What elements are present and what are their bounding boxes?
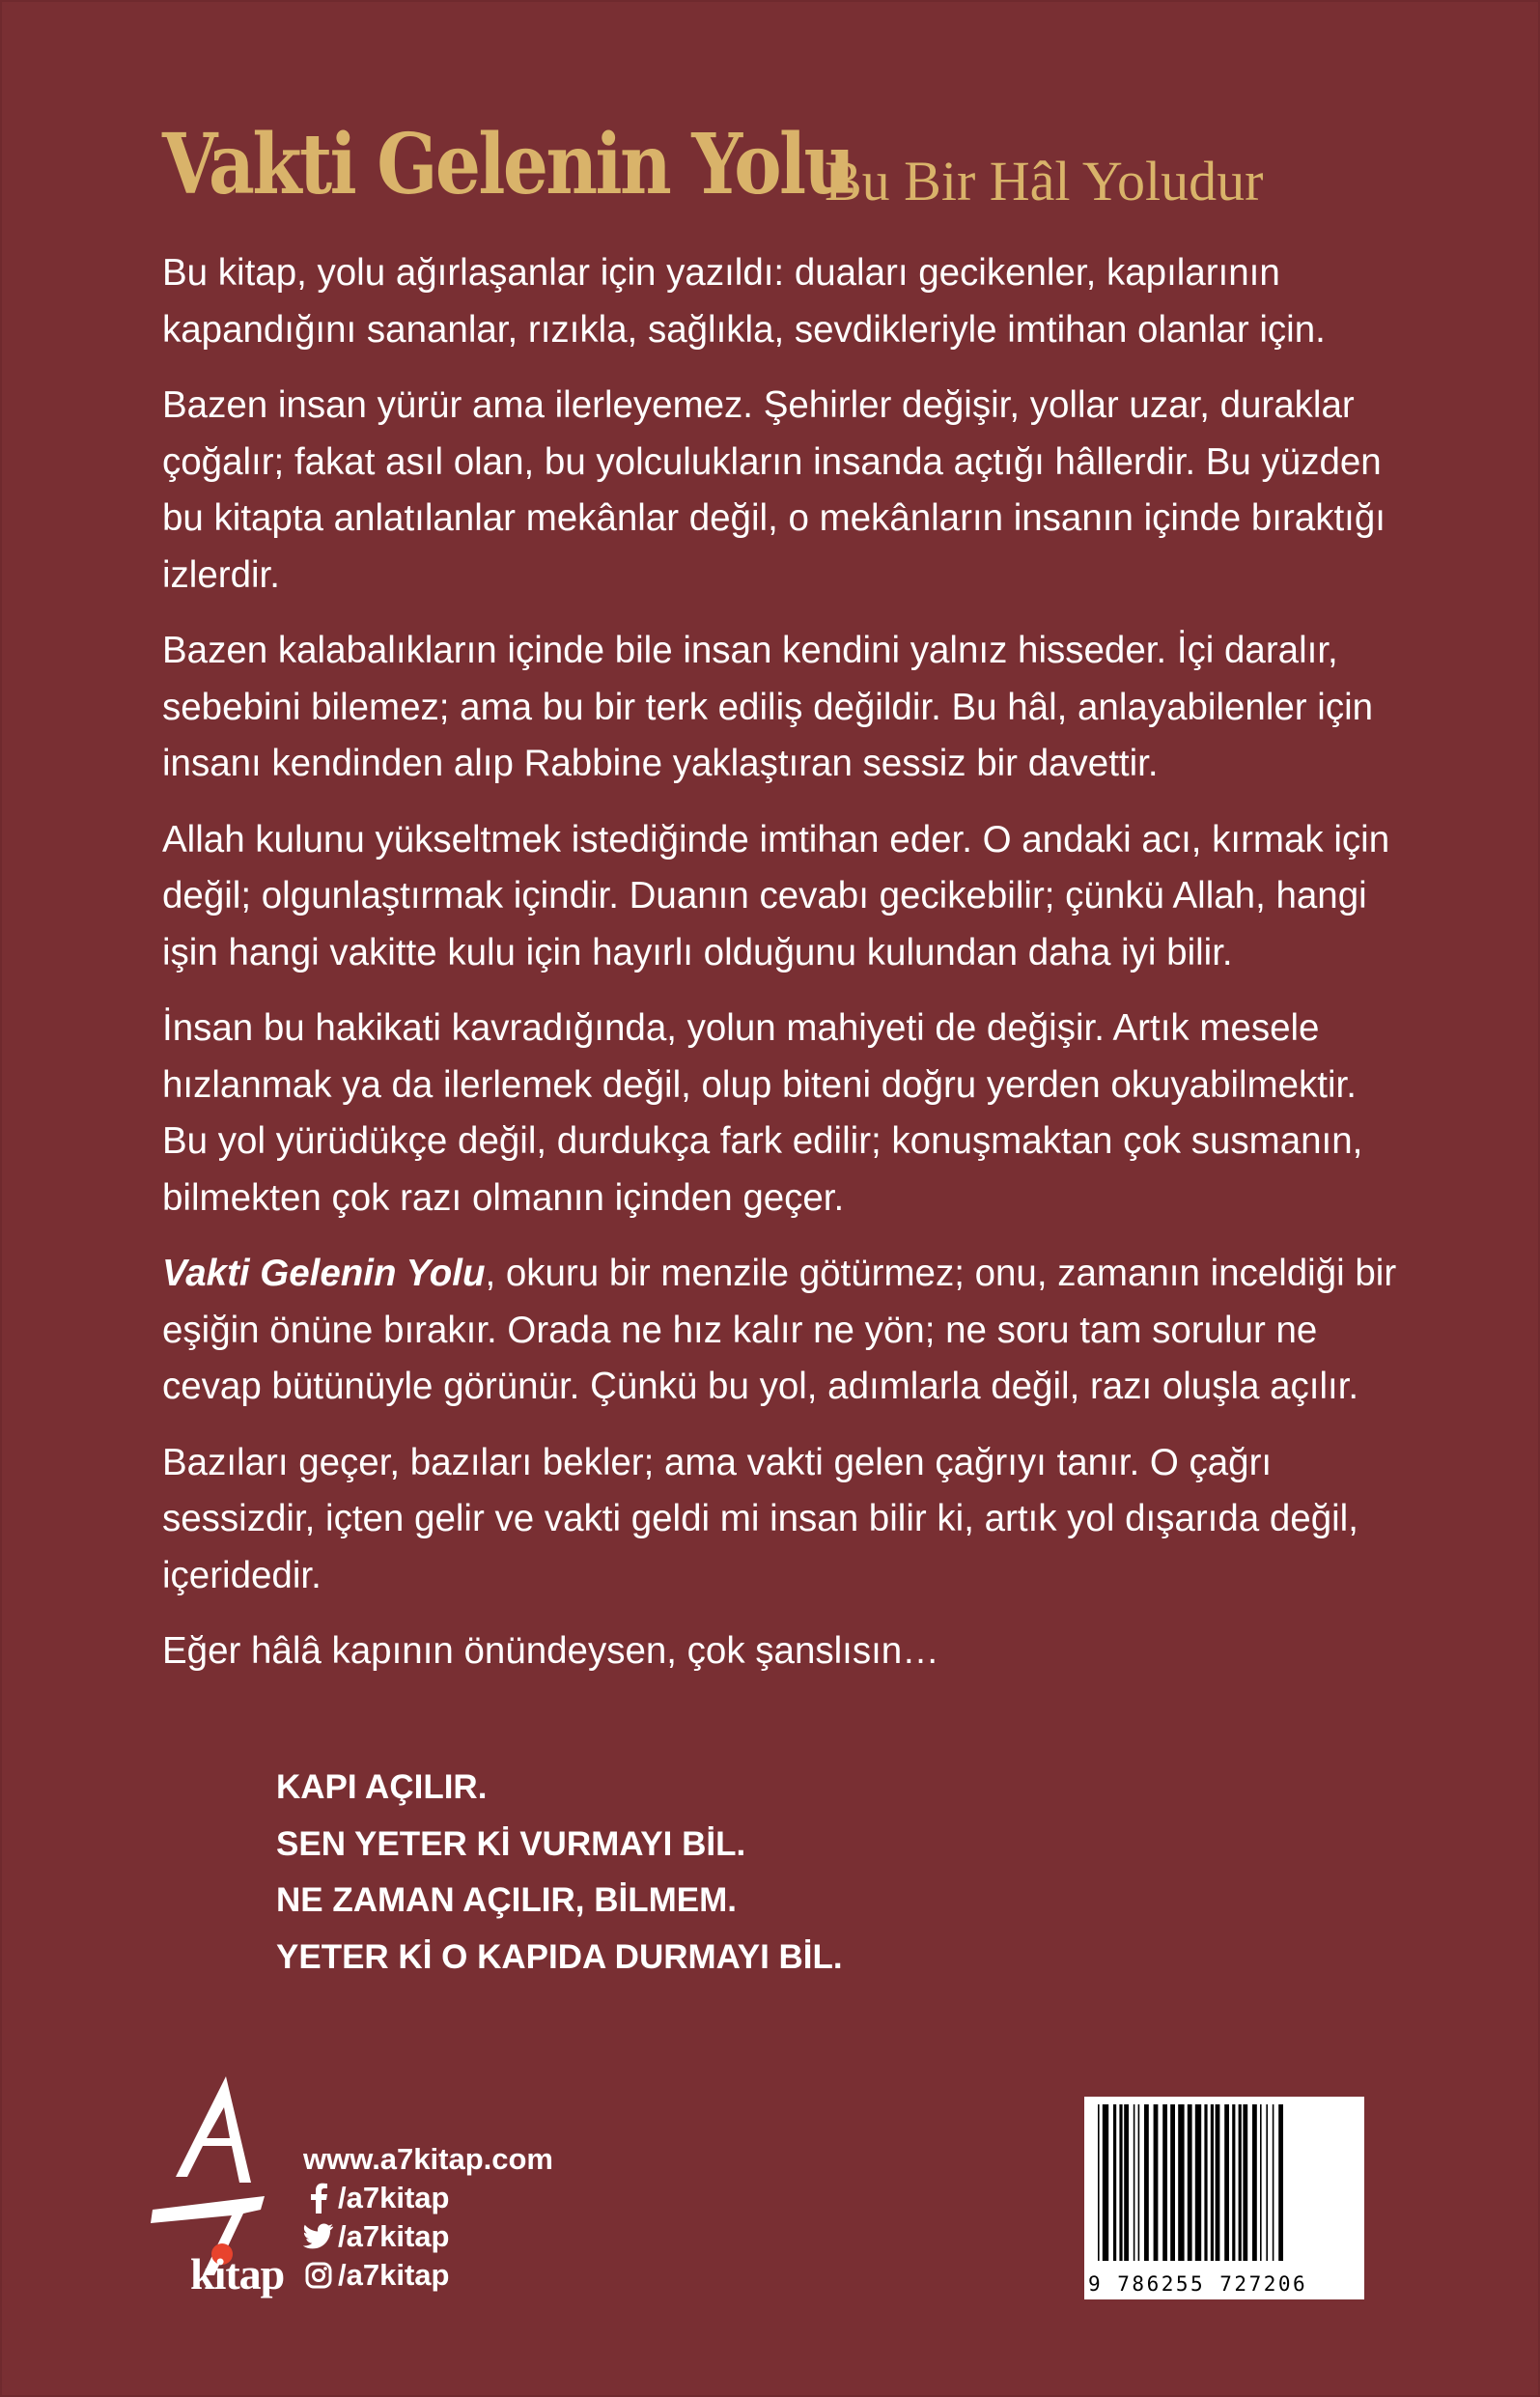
paragraph-7: Bazıları geçer, bazıları bekler; ama vakti gelen çağrıyı tanır. O çağrı sessizdir, içten gelir ve vakti geldi mi insan bilir ki, artık yol dışarıda değil, içeridedir. [162,1441,1358,1596]
instagram-link[interactable] [303,2256,553,2295]
barcode-bar [1119,2104,1122,2261]
motto-line-2: SEN YETER Kİ VURMAYI BİL. [276,1824,746,1863]
barcode-bar [1113,2104,1116,2261]
barcode-bar [1224,2104,1229,2261]
paragraph-6-title-emphasis: Vakti Gelenin Yolu [162,1253,486,1294]
barcode-bar [1266,2104,1268,2261]
barcode-bar [1278,2104,1283,2261]
website-text: www.a7kitap.com [303,2142,553,2176]
barcode-bar [1239,2104,1242,2261]
barcode-bar [1178,2104,1184,2261]
twitter-handle: /a7kitap [338,2219,450,2253]
barcode-bar [1144,2104,1149,2261]
motto-block [276,1760,843,1986]
barcode-bar [1138,2104,1140,2261]
barcode-bar [1103,2104,1108,2261]
barcode-bar [1216,2104,1220,2261]
paragraph-2: Bazen insan yürür ama ilerleyemez. Şehirler değişir, yollar uzar, duraklar çoğalır; fakat asıl olan, bu yolculukların insanda açtığı hâllerdir. Bu yüzden bu kitapta anlatılanlar mekânlar değil, o mekânların insanın içinde bıraktığı izlerdir. [162,384,1386,596]
motto-line-4: YETER Kİ O KAPIDA DURMAYI BİL. [276,1937,843,1976]
motto-line-3: NE ZAMAN AÇILIR, BİLMEM. [276,1881,737,1919]
paragraph-6-text: , okuru bir menzile götürmez; onu, zamanın inceldiği bir eşiğin önüne bırakır. Orada ne hız kalır ne yön; ne soru tam sorulur ne cevap bütünüyle görünür. Çünkü bu yol, adımlarla değil, razı oluşla açılır. [162,1253,1397,1407]
title-row [162,116,1264,213]
twitter-icon [303,2221,334,2252]
twitter-link[interactable] [303,2217,553,2256]
publisher-contacts [303,2140,553,2295]
book-title: Vakti Gelenin Yolu [162,116,854,213]
barcode-bar [1195,2104,1201,2261]
barcode-bar [1232,2104,1235,2261]
paragraph-1: Bu kitap, yolu ağırlaşanlar için yazıldı: duaları gecikenler, kapılarının kapandığını sananlar, rızıkla, sağlıkla, sevdikleriyle imtihan olanlar için. [162,252,1326,351]
barcode-bar [1170,2104,1175,2261]
facebook-link[interactable] [303,2179,553,2217]
barcode-bar [1243,2104,1247,2261]
instagram-icon [303,2260,334,2291]
barcode-bar [1124,2104,1129,2261]
barcode-bar [1252,2104,1257,2261]
instagram-handle: /a7kitap [338,2258,450,2292]
paragraph-5: İnsan bu hakikati kavradığında, yolun mahiyeti de değişir. Artık mesele hızlanmak ya da ilerlemek değil, olup biteni doğru yerden okuyabilmektir. Bu yol yürüdükçe değil, durdukça fark edilir; konuşmaktan çok susmanın, bilmekten çok razı olmanın içinden geçer. [162,1007,1363,1219]
paragraph-3: Bazen kalabalıkların içinde bile insan kendini yalnız hisseder. İçi daralır, sebebini bilemez; ama bu bir terk ediliş değildir. Bu hâl, anlayabilenler için insanı kendinden alıp Rabbine yaklaştıran sessiz bir davettir. [162,630,1374,784]
paragraph-4: Allah kulunu yükseltmek istediğinde imtihan eder. O andaki acı, kırmak için değil; olgunlaştırmak içindir. Duanın cevabı gecikebilir; çünkü Allah, hangi işin hangi vakitte kulu için hayırlı olduğunu kulundan daha iyi bilir. [162,818,1390,973]
blurb-text [162,245,1398,1700]
barcode-bar [1098,2104,1100,2261]
book-subtitle: Bu Bir Hâl Yoludur [825,150,1264,212]
publisher-logo-text: kitap [190,2249,285,2298]
website-link[interactable] [303,2140,553,2179]
barcode-bar [1273,2104,1274,2261]
barcode-bar [1188,2104,1192,2261]
paragraph-6 [162,1246,1398,1416]
isbn-number: 9 786255 727206 [1088,2272,1308,2296]
motto-line-1: KAPI AÇILIR. [276,1768,488,1806]
barcode-bar [1154,2104,1159,2261]
paragraph-8: Eğer hâlâ kapının önündeysen, çok şanslısın… [162,1630,939,1672]
barcode-bar [1211,2104,1214,2261]
facebook-handle: /a7kitap [338,2181,450,2214]
facebook-icon [303,2183,334,2214]
barcode-bars [1094,2104,1355,2269]
barcode-bar [1134,2104,1135,2261]
barcode-bar [1260,2104,1262,2261]
isbn-barcode [1084,2097,1364,2299]
barcode-bar [1162,2104,1167,2261]
barcode-bar [1204,2104,1207,2261]
